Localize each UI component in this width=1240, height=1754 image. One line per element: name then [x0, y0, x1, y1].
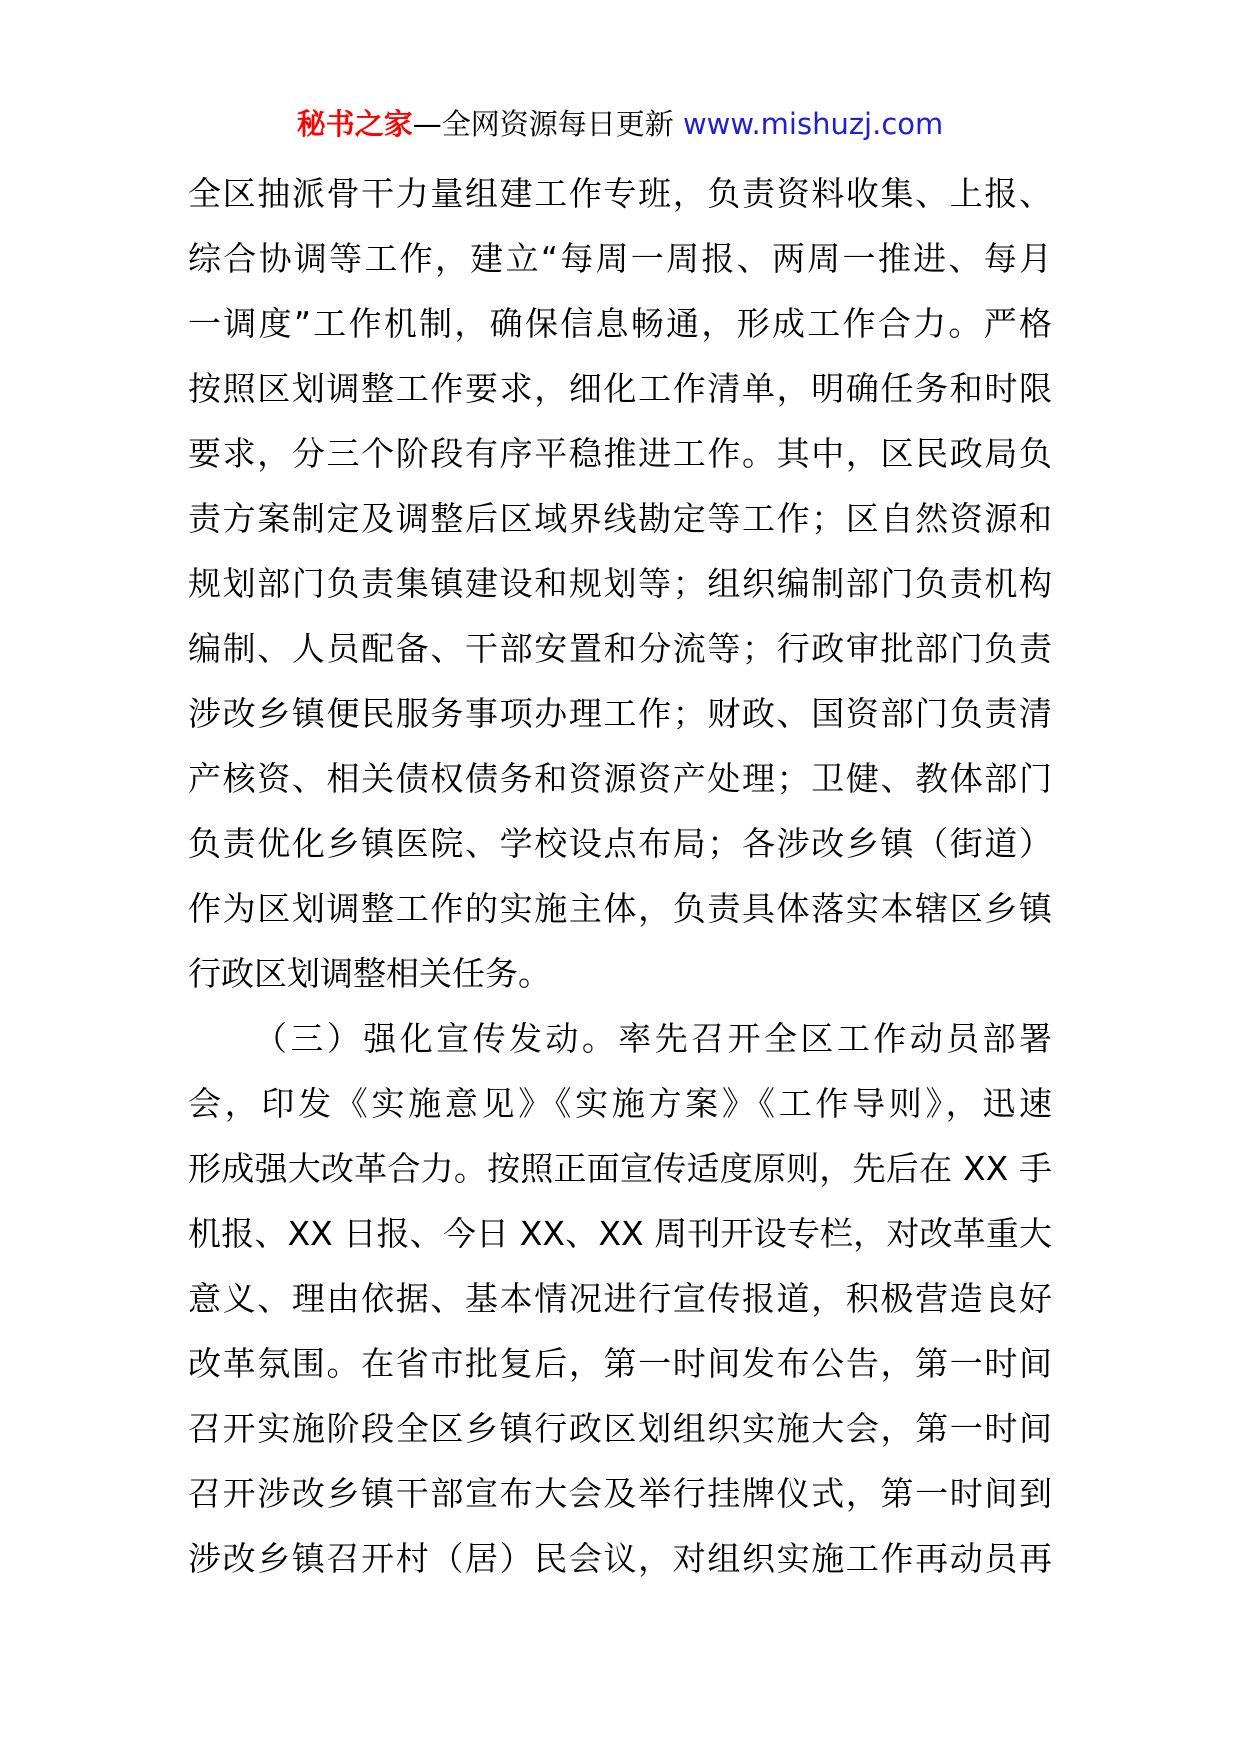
text-line: 改革氛围。在省市批复后，第一时间发布公告，第一时间 — [188, 1344, 1052, 1383]
text-line: 会，印发《实施意见》《实施方案》《工作导则》，迅速 — [188, 1084, 1052, 1123]
page-header — [0, 104, 1240, 144]
text-line: 涉改乡镇便民服务事项办理工作；财政、国资部门负责清 — [188, 694, 1052, 733]
text-line: 产核资、相关债权债务和资源资产处理；卫健、教体部门 — [188, 759, 1052, 798]
text-line: 行政区划调整相关任务。 — [188, 954, 551, 993]
text-line: 编制、人员配备、干部安置和分流等；行政审批部门负责 — [188, 629, 1052, 668]
text-line: 召开涉改乡镇干部宣布大会及举行挂牌仪式，第一时间到 — [188, 1474, 1052, 1513]
text-line: 负责优化乡镇医院、学校设点布局；各涉改乡镇（街道） — [188, 824, 1052, 863]
text-line: 按照区划调整工作要求，细化工作清单，明确任务和时限 — [188, 369, 1052, 408]
text-line: 综合协调等工作，建立“每周一周报、两周一推进、每月 — [188, 239, 1052, 278]
text-line: 全区抽派骨干力量组建工作专班，负责资料收集、上报、 — [188, 174, 1052, 213]
document-body — [188, 161, 1052, 1591]
brand-name: 秘书之家 — [296, 107, 413, 141]
header-tagline: —全网资源每日更新 — [412, 107, 674, 141]
text-line: 作为区划调整工作的实施主体，负责具体落实本辖区乡镇 — [188, 889, 1052, 928]
text-line: 规划部门负责集镇建设和规划等；组织编制部门负责机构 — [188, 564, 1052, 603]
text-line: 要求，分三个阶段有序平稳推进工作。其中，区民政局负 — [188, 434, 1052, 473]
text-line: 意义、理由依据、基本情况进行宣传报道，积极营造良好 — [188, 1279, 1052, 1318]
text-line: 机报、XX 日报、今日 XX、XX 周刊开设专栏，对改革重大 — [188, 1214, 1052, 1253]
text-line: 形成强大改革合力。按照正面宣传适度原则，先后在 XX 手 — [188, 1149, 1052, 1188]
text-line: 涉改乡镇召开村（居）民会议，对组织实施工作再动员再 — [188, 1539, 1052, 1578]
text-line: 责方案制定及调整后区域界线勘定等工作；区自然资源和 — [188, 499, 1052, 538]
text-line: 一调度”工作机制，确保信息畅通，形成工作合力。严格 — [188, 304, 1052, 343]
section-heading-line: （三）强化宣传发动。率先召开全区工作动员部署 — [254, 1019, 1052, 1058]
text-line: 召开实施阶段全区乡镇行政区划组织实施大会，第一时间 — [188, 1409, 1052, 1448]
site-url[interactable]: www.mishuzj.com — [682, 107, 944, 141]
